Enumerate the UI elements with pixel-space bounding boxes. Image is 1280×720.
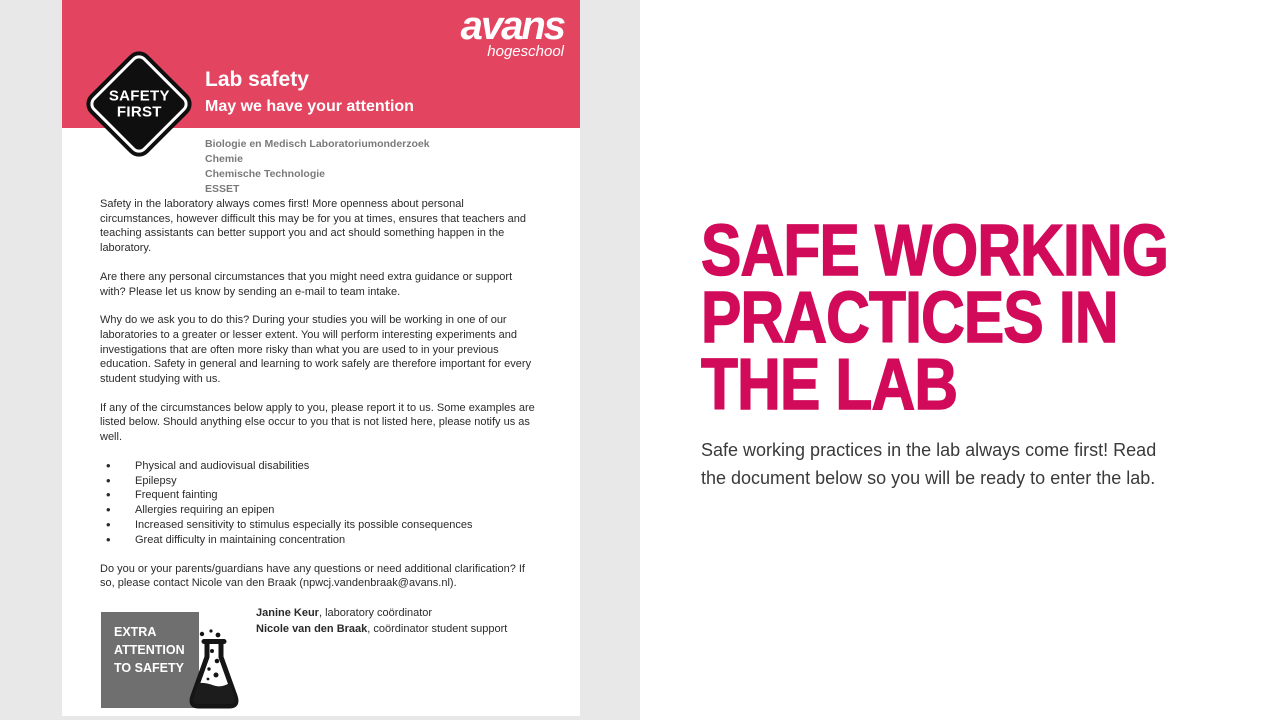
letter-paragraph: Safety in the laboratory always comes first! More openness about personal circumstances, however difficult this may be for you at times, ensures that teachers and teaching assistants can better support you and act should something happen in the laboratory.: [100, 198, 526, 255]
program-item: ESSET: [205, 183, 240, 195]
letter-paragraph: If any of the circumstances below apply to you, please report it to us. Some examples are listed below. Should anything else occur to you that is not listed here, please notify us as well.: [100, 401, 535, 444]
program-list: [205, 137, 430, 197]
letter-title: Lab safety: [205, 68, 309, 91]
extra-attention-line: TO SAFETY: [114, 661, 184, 675]
extra-attention-line: ATTENTION: [114, 643, 185, 657]
intro-text: Safe working practices in the lab always come first! Read the document below so you will be ready to enter the lab.: [701, 440, 1157, 488]
content-panel: [640, 0, 1280, 720]
avans-logo-subtitle: hogeschool: [487, 43, 564, 60]
circumstance-item: • Great difficulty in maintaining concentration: [100, 533, 538, 548]
circumstance-item: • Allergies requiring an epipen: [100, 503, 538, 518]
safety-first-label: [109, 88, 170, 120]
letter-paragraphs: [100, 197, 538, 445]
contact-item: [256, 622, 507, 638]
circumstance-item: • Physical and audiovisual disabilities: [100, 459, 538, 474]
circumstance-item: • Frequent fainting: [100, 488, 538, 503]
letter-subtitle: May we have your attention: [205, 98, 414, 116]
badge-line-1: SAFETY: [108, 86, 170, 104]
contact-name: Janine Keur: [256, 607, 319, 619]
badge-line-2: FIRST: [116, 102, 162, 120]
page-title-line: PRACTICES IN: [701, 278, 1118, 358]
document-page: [62, 0, 580, 716]
letter-body: [100, 197, 538, 605]
safety-first-badge-icon: [87, 52, 191, 156]
program-item: Biologie en Medisch Laboratoriumonderzoek: [205, 138, 430, 150]
avans-logo: [461, 6, 564, 60]
closing-paragraph: Do you or your parents/guardians have any questions or need additional clarification? If so, please contact Nicole van den Braak (npwcj.vandenbraak@avans.nl).: [100, 562, 525, 590]
avans-logo-wordmark: avans: [460, 4, 564, 48]
program-item: Chemische Technologie: [205, 168, 325, 180]
circumstance-item: • Epilepsy: [100, 474, 538, 489]
page-title-line: THE LAB: [701, 345, 958, 425]
contact-item: [256, 606, 507, 622]
circumstances-list: [100, 459, 538, 548]
contact-role: , laboratory coördinator: [318, 607, 433, 619]
circumstance-item: • Increased sensitivity to stimulus especially its possible consequences: [100, 518, 538, 533]
letter-paragraph: Are there any personal circumstances that you might need extra guidance or support with? Please let us know by sending an e-mail to team intake.: [100, 270, 513, 298]
extra-attention-line: EXTRA: [114, 625, 157, 639]
page-title-line: SAFE WORKING: [701, 211, 1169, 291]
contact-name: Nicole van den Braak: [256, 622, 368, 635]
flask-icon: [178, 628, 250, 716]
program-item: Chemie: [205, 153, 243, 165]
letter-paragraph: Why do we ask you to do this? During your studies you will be working in one of our laboratories to a greater or lesser extent. You will perform interesting experiments and investigations that are often more risky than what you are used to in your previous education. Safety in general and learning to work safely are therefore important for every student studying with us.: [100, 314, 532, 386]
diamond-sign: [87, 52, 192, 157]
contact-role: , coördinator student support: [367, 622, 508, 635]
contact-list: [256, 606, 507, 637]
letter-heading: [205, 68, 414, 116]
page-title: [701, 211, 1221, 425]
